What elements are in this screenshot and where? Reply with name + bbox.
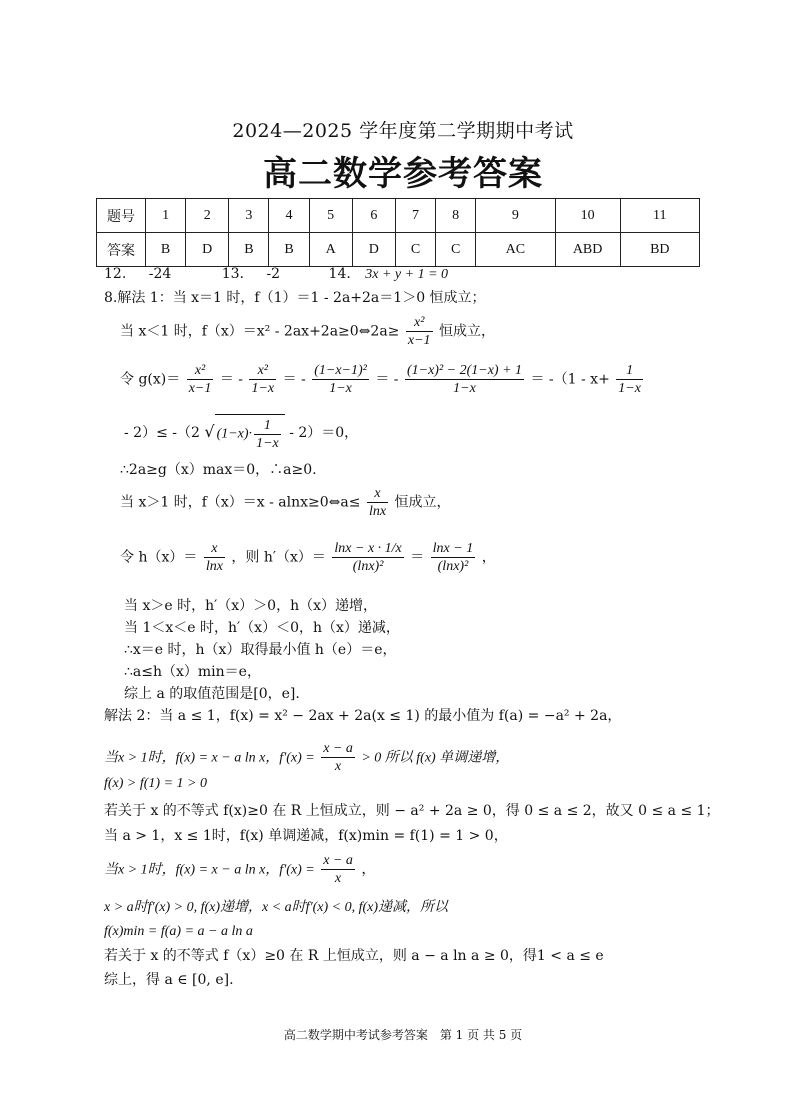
table-cell: 1 [146,199,186,233]
page-footer: 高二数学期中考试参考答案 第 1 页 共 5 页 [283,1028,523,1042]
solution1-line9: 当 1＜x＜e 时，h′（x）＜0，h（x）递减， [124,620,400,636]
text-run: 令 g(x)＝ [120,371,181,388]
fraction [254,417,281,452]
sqrt-content [215,414,285,452]
table-cell: AC [476,233,555,267]
table-cell: 9 [476,199,555,233]
fraction [431,540,476,575]
text-run: 恒成立， [394,494,451,511]
solution1-line12: 综上 a 的取值范围是[0，e]. [124,686,300,702]
table-cell: ABD [555,233,620,267]
text-run: 令 h（x）＝ [120,549,198,566]
q12-answer: -24 [148,266,172,282]
fraction-denominator: x−1 [407,333,431,348]
solution2-line3: f(x) > f(1) = 1 > 0 [104,776,207,791]
exam-subtitle: 2024—2025 学年度第二学期期中考试 [232,120,574,142]
row-label-number: 题号 [97,199,146,233]
text-run: 恒成立， [438,323,495,340]
fraction-denominator: x [334,871,342,886]
answer-table [96,198,700,267]
fraction [616,362,643,397]
solution1-line5: ∴2a≥g（x）max＝0，∴a≥0. [120,462,317,478]
solution2-line6 [104,852,375,887]
table-cell: 10 [555,199,620,233]
solution1-line8: 当 x＞e 时，h′（x）＞0，h（x）递增， [124,598,377,614]
text-run: > 0 所以 f(x) 单调递增， [361,750,510,766]
solution2-line4: 若关于 x 的不等式 f(x)≥0 在 R 上恒成立，则 − a² + 2a ≥ 0，得 0 ≤ a ≤ 2，故又 0 ≤ a ≤ 1； [104,803,720,819]
text-run: (1−x)· [216,426,253,442]
fraction-denominator: 1−x [251,381,275,396]
sqrt-radical: √ [204,422,215,441]
text-run: 当x > 1时，f(x) = x − a ln x，f′(x) = [104,750,315,766]
fraction-denominator: (lnx)² [352,559,384,574]
answer-row [97,233,700,267]
fraction-numerator: 1 [616,362,643,380]
text-run: ＝ - [219,371,243,388]
text-run: 当 x＞1 时，f（x）＝x - alnx≥0⇔a≤ [120,494,361,511]
table-cell: 3 [229,199,269,233]
fraction-denominator: 1−x [256,436,279,451]
row-label-answer: 答案 [97,233,146,267]
fraction-numerator: x² [406,314,433,332]
table-cell: D [352,233,395,267]
table-cell: A [309,233,352,267]
fraction-numerator: 1 [254,417,281,435]
fraction-denominator: 1−x [329,381,352,396]
text-run: - 2）≤ -（2 [124,425,200,441]
q14-label: 14. [328,266,351,282]
fraction [367,485,388,520]
solution2-line10: 综上，得 a ∈ [0, e]. [104,972,234,988]
fraction-denominator: x [334,759,342,774]
fraction [187,362,214,397]
solution2-line2 [104,740,509,775]
text-run: ＝ [410,549,425,566]
text-run: ， [481,549,496,566]
table-cell: BD [620,233,699,267]
text-run: ， [361,861,376,878]
fraction-denominator: 1−x [618,381,641,396]
table-cell: 6 [352,199,395,233]
q14-answer: 3x + y + 1 = 0 [365,267,449,282]
table-cell: B [229,233,269,267]
text-run: ＝ - [375,371,399,388]
table-cell: 2 [186,199,229,233]
fraction-denominator: x−1 [188,381,212,396]
solution1-line4 [124,414,358,452]
fraction-numerator: (1−x)² − 2(1−x) + 1 [406,363,523,378]
fraction-denominator: (lnx)² [437,559,469,574]
solution1-line11: ∴a≤h（x）min＝e， [124,664,261,680]
table-cell: C [395,233,435,267]
text-run: ＝ -（1 - x+ [530,371,610,388]
solution2-line5: 当 a > 1，x ≤ 1时，f(x) 单调递减，f(x)min = f(1) = 1 > 0， [104,828,508,844]
fraction-denominator: lnx [205,559,223,574]
text-run: 当 x＜1 时，f（x）＝x² - 2ax+2a≥0⇔2a≥ [120,323,400,340]
fraction [406,314,433,349]
solution2-line7: x > a时f′(x) > 0, f(x)递增，x < a时f′(x) < 0, f(x)递减，所以 [104,900,449,915]
solution1-line7 [120,540,496,575]
table-cell: 8 [436,199,476,233]
fraction-numerator: x² [249,362,276,380]
fraction [332,540,403,575]
q13-answer: -2 [266,266,281,282]
solution1-line10: ∴x＝e 时，h（x）取得最小值 h（e）＝e， [124,642,397,658]
q13-label: 13. [221,266,244,282]
fraction-numerator: lnx − 1 [432,541,474,556]
fraction [204,540,225,575]
table-cell: B [146,233,186,267]
table-cell: 7 [395,199,435,233]
table-cell: B [269,233,309,267]
solution2-line1: 解法 2：当 a ≤ 1，f(x) = x² − 2ax + 2a(x ≤ 1) 的最小值为 f(a) = −a² + 2a， [104,708,622,724]
table-cell: 5 [309,199,352,233]
text-run: ＝ - [282,371,306,388]
fill-in-answers [104,264,448,285]
solution1-line6 [120,485,451,520]
fraction [321,852,355,887]
table-cell: D [186,233,229,267]
fraction [405,362,524,397]
fraction-numerator: (1−x−1)² [314,363,367,378]
page-title: 高二数学参考答案 [263,154,543,194]
fraction-denominator: 1−x [453,381,476,396]
text-run: - 2）＝0， [289,425,359,441]
table-cell: 4 [269,199,309,233]
table-cell: C [436,233,476,267]
fraction-numerator: x − a [323,853,353,868]
fraction [321,740,355,775]
fraction-numerator: x [367,485,388,503]
text-run: ，则 h′（x）＝ [231,549,326,566]
text-run: 当x > 1时，f(x) = x − a ln x，f′(x) = [104,862,315,878]
question-number-row [97,199,700,233]
solution1-line3 [120,362,645,397]
solution1-line1: 8.解法 1：当 x＝1 时，f（1）＝1 - 2a+2a＝1＞0 恒成立； [104,290,486,306]
solution2-line9: 若关于 x 的不等式 f（x）≥0 在 R 上恒成立，则 a − a ln a ≥ 0，得1 < a ≤ e [104,948,604,964]
fraction [312,362,369,397]
fraction [249,362,276,397]
fraction-denominator: lnx [368,504,387,519]
fraction-numerator: x [204,540,225,558]
q12-label: 12. [104,266,127,282]
solution1-line2 [120,314,495,349]
table-cell: 11 [620,199,699,233]
fraction-numerator: x² [187,362,214,380]
fraction-numerator: x − a [323,741,353,756]
fraction-numerator: lnx − x · 1/x [334,541,402,556]
solution2-line8: f(x)min = f(a) = a − a ln a [104,924,253,939]
